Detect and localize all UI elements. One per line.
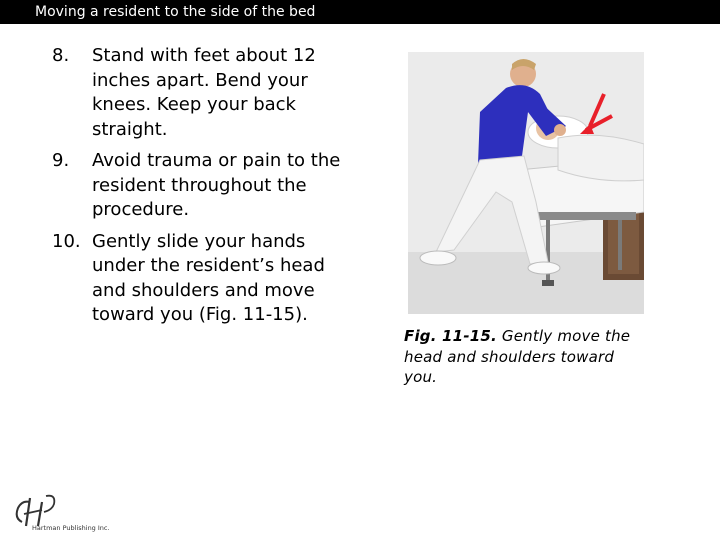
hartman-logo-icon [8, 492, 112, 532]
publisher-logo [8, 492, 112, 532]
step-number: 8. [52, 45, 70, 66]
right-shoe [528, 262, 560, 274]
caregiver-moving-resident-illustration [408, 52, 644, 314]
step-item [52, 44, 352, 142]
step-text: Gently slide your hands under the resident’s head and shoulders and move toward you (Fig. 11-15). [92, 230, 325, 325]
figure-photo [408, 52, 644, 314]
figure-caption-text: Gently move the head and shoulders toward you. [404, 327, 631, 386]
step-number: 10. [52, 230, 81, 252]
step-text: Stand with feet about 12 inches apart. Bend your knees. Keep your back straight. [92, 45, 316, 140]
step-number: 9. [52, 150, 70, 171]
figure-label: Fig. 11-15. [404, 327, 497, 345]
svg-text:Hartman Publishing Inc.: Hartman Publishing Inc. [32, 524, 110, 532]
step-item [52, 149, 352, 223]
slide-title: Moving a resident to the side of the bed [35, 4, 316, 20]
step-list [52, 44, 352, 335]
step-text: Avoid trauma or pain to the resident throughout the procedure. [92, 150, 341, 220]
left-shoe [420, 251, 456, 265]
step-item [52, 230, 352, 328]
resident-body [558, 135, 644, 181]
figure-caption [404, 326, 649, 388]
bed-rail [536, 212, 636, 220]
title-bar [0, 0, 720, 24]
